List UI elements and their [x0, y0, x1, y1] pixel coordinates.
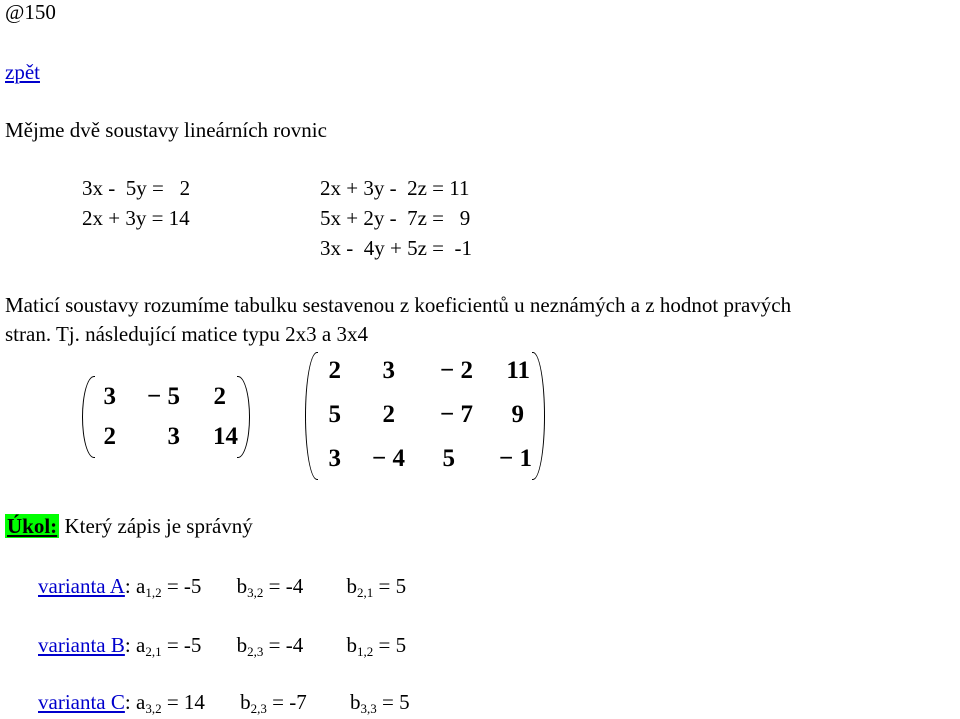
matrix-b-cell: − 2	[440, 357, 473, 384]
system1-equation-1: 3x - 5y = 2	[82, 176, 191, 200]
matrix-b-right-paren	[532, 352, 545, 480]
matrix-b-cell: 3	[328, 445, 341, 472]
variant-b-item-3: $b_{1,2} = 5$	[346, 633, 407, 659]
variant-c: varianta C: $a_{3,2} = 14$ $b_{2,3} = -7$ $b_{3,3} = 5$	[38, 690, 410, 716]
system2-equation-3: 3x - 4y + 5z = -1	[320, 236, 472, 260]
variant-b-item-2: $b_{2,3} = -4$	[236, 633, 304, 659]
system2-equation-2: 5x + 2y - 7z = 9	[320, 206, 471, 230]
variant-b: varianta B: $a_{2,1} = -5$ $b_{2,3} = -4$ $b_{1,2} = 5$	[38, 633, 407, 659]
explanation-line-1: Maticí soustavy rozumíme tabulku sestavenou z koeficientů u neznámých a z hodnot pravých	[5, 293, 792, 317]
task	[5, 516, 253, 537]
system2-equation-1: 2x + 3y - 2z = 11	[320, 176, 470, 200]
matrix-a-cell: 2	[213, 383, 226, 410]
matrix-b-cell: 11	[506, 357, 530, 384]
matrix-b	[305, 352, 545, 480]
page-id: @150	[5, 0, 56, 24]
task-label: Úkol:	[7, 514, 58, 538]
matrix-a-cell: 3	[167, 423, 180, 450]
matrix-b-cell: 2	[328, 357, 341, 384]
variant-c-item-3: $b_{3,3} = 5$	[350, 690, 410, 716]
matrix-a	[82, 376, 250, 458]
matrix-a-cell: 3	[103, 383, 116, 410]
matrix-a-cell: − 5	[147, 383, 180, 410]
variant-c-item-1: $a_{3,2} = 14$	[135, 690, 205, 716]
variant-a-link[interactable]: varianta A	[38, 574, 125, 598]
matrix-a-cell: 14	[213, 423, 238, 450]
matrix-b-cell: 5	[442, 445, 455, 472]
matrix-a-cell: 2	[103, 423, 116, 450]
matrix-b-cell: 2	[382, 401, 395, 428]
system1-equation-2: 2x + 3y = 14	[82, 206, 190, 230]
task-question: Který zápis je správný	[64, 514, 253, 538]
matrix-a-right-paren	[237, 376, 250, 458]
variant-b-item-1: $a_{2,1} = -5$	[135, 633, 202, 659]
variant-a-item-2: $b_{3,2} = -4$	[236, 574, 304, 600]
back-link[interactable]: zpět	[5, 60, 40, 84]
variant-a: varianta A: $a_{1,2} = -5$ $b_{3,2} = -4$ $b_{2,1} = 5$	[38, 574, 407, 600]
variant-a-item-1: $a_{1,2} = -5$	[135, 574, 202, 600]
intro-text: Mějme dvě soustavy lineárních rovnic	[5, 118, 327, 142]
variant-b-link[interactable]: varianta B	[38, 633, 125, 657]
explanation-line-2: stran. Tj. následující matice typu 2x3 a 3x4	[5, 322, 368, 346]
matrix-b-cell: − 1	[499, 445, 532, 472]
matrix-b-cell: 3	[382, 357, 395, 384]
variant-a-item-3: $b_{2,1} = 5$	[346, 574, 407, 600]
matrix-b-cell: − 4	[372, 445, 405, 472]
matrix-b-cell: 5	[328, 401, 341, 428]
variant-c-link[interactable]: varianta C	[38, 690, 125, 714]
matrix-b-cell: − 7	[440, 401, 473, 428]
matrix-b-cell: 9	[511, 401, 524, 428]
variant-c-item-2: $b_{2,3} = -7$	[240, 690, 307, 716]
